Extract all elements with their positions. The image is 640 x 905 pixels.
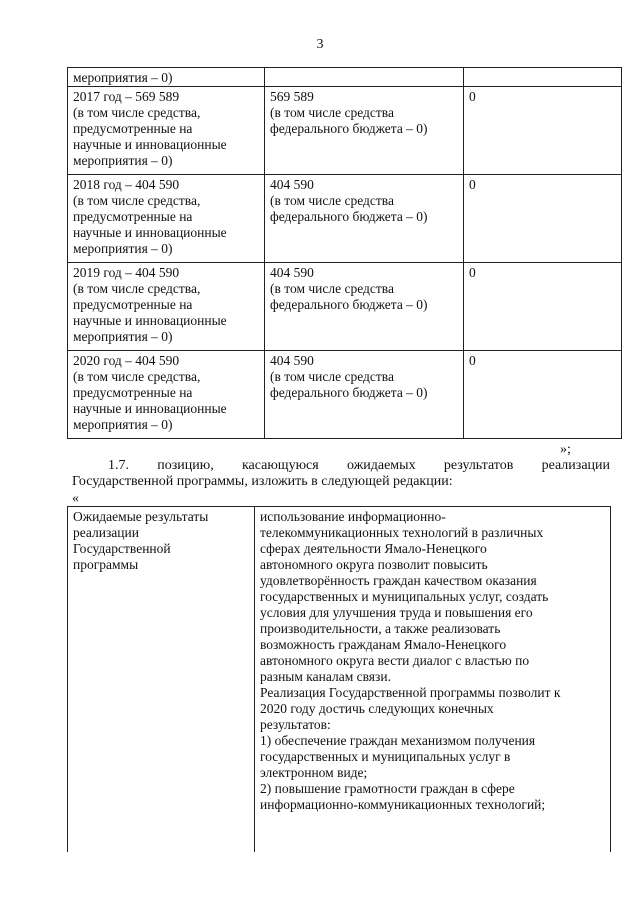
table-cell: 404 590 (в том числе средства федерального бюджета – 0) (265, 263, 464, 351)
table-cell: 569 589 (в том числе средства федерального бюджета – 0) (265, 87, 464, 175)
table-cell: 0 (464, 175, 622, 263)
table-row (68, 68, 622, 87)
table-cell: 2017 год – 569 589 (в том числе средства, предусмотренные на научные и инновационные мероприятия – 0) (68, 87, 265, 175)
expected-results-table (67, 506, 611, 852)
table-row (68, 263, 622, 351)
paragraph-number: 1.7. (108, 458, 129, 473)
table-cell: 2018 год – 404 590 (в том числе средства, предусмотренные на научные и инновационные мероприятия – 0) (68, 175, 265, 263)
funding-table (67, 67, 622, 439)
table-cell (265, 68, 464, 87)
table-cell-content: использование информационно- телекоммуникационных технологий в различных сферах деятельности Ямало-Ненецкого автономного округа позволит повысить удовлетворённость граждан качеством оказания государственных и муниципальных услуг, создать условия для улучшения труда и повышения его производительности, а также реализовать возможность гражданам Ямало-Ненецкого автономного округа вести диалог с властью по разным каналам связи. Реализация Государственной программы позволит к 2020 году достичь следующих конечных результатов: 1) обеспечение граждан механизмом получения государственных и муниципальных услуг в электронном виде; 2) повышение грамотности граждан в сфере информационно-коммуникационных технологий; (255, 507, 611, 852)
opening-quote: « (72, 491, 79, 506)
closing-quote: »; (560, 442, 571, 457)
table-cell: 0 (464, 87, 622, 175)
table-cell: 404 590 (в том числе средства федерального бюджета – 0) (265, 175, 464, 263)
table-row (68, 507, 611, 852)
table-cell: 404 590 (в том числе средства федерального бюджета – 0) (265, 351, 464, 439)
paragraph-text-line1: позицию, касающуюся ожидаемых результатов реализации (157, 458, 611, 473)
page-number: 3 (316, 37, 324, 52)
table-cell: 2020 год – 404 590 (в том числе средства, предусмотренные на научные и инновационные мероприятия – 0) (68, 351, 265, 439)
table-cell-label: Ожидаемые результаты реализации Государственной программы (68, 507, 255, 852)
table-cell: 0 (464, 263, 622, 351)
table-cell: 2019 год – 404 590 (в том числе средства, предусмотренные на научные и инновационные мероприятия – 0) (68, 263, 265, 351)
table-cell: мероприятия – 0) (68, 68, 265, 87)
table-row (68, 351, 622, 439)
table-row (68, 87, 622, 175)
table-row (68, 175, 622, 263)
amendment-paragraph (72, 458, 610, 474)
table-cell: 0 (464, 351, 622, 439)
paragraph-text-line2: Государственной программы, изложить в следующей редакции: (72, 474, 453, 489)
table-cell (464, 68, 622, 87)
